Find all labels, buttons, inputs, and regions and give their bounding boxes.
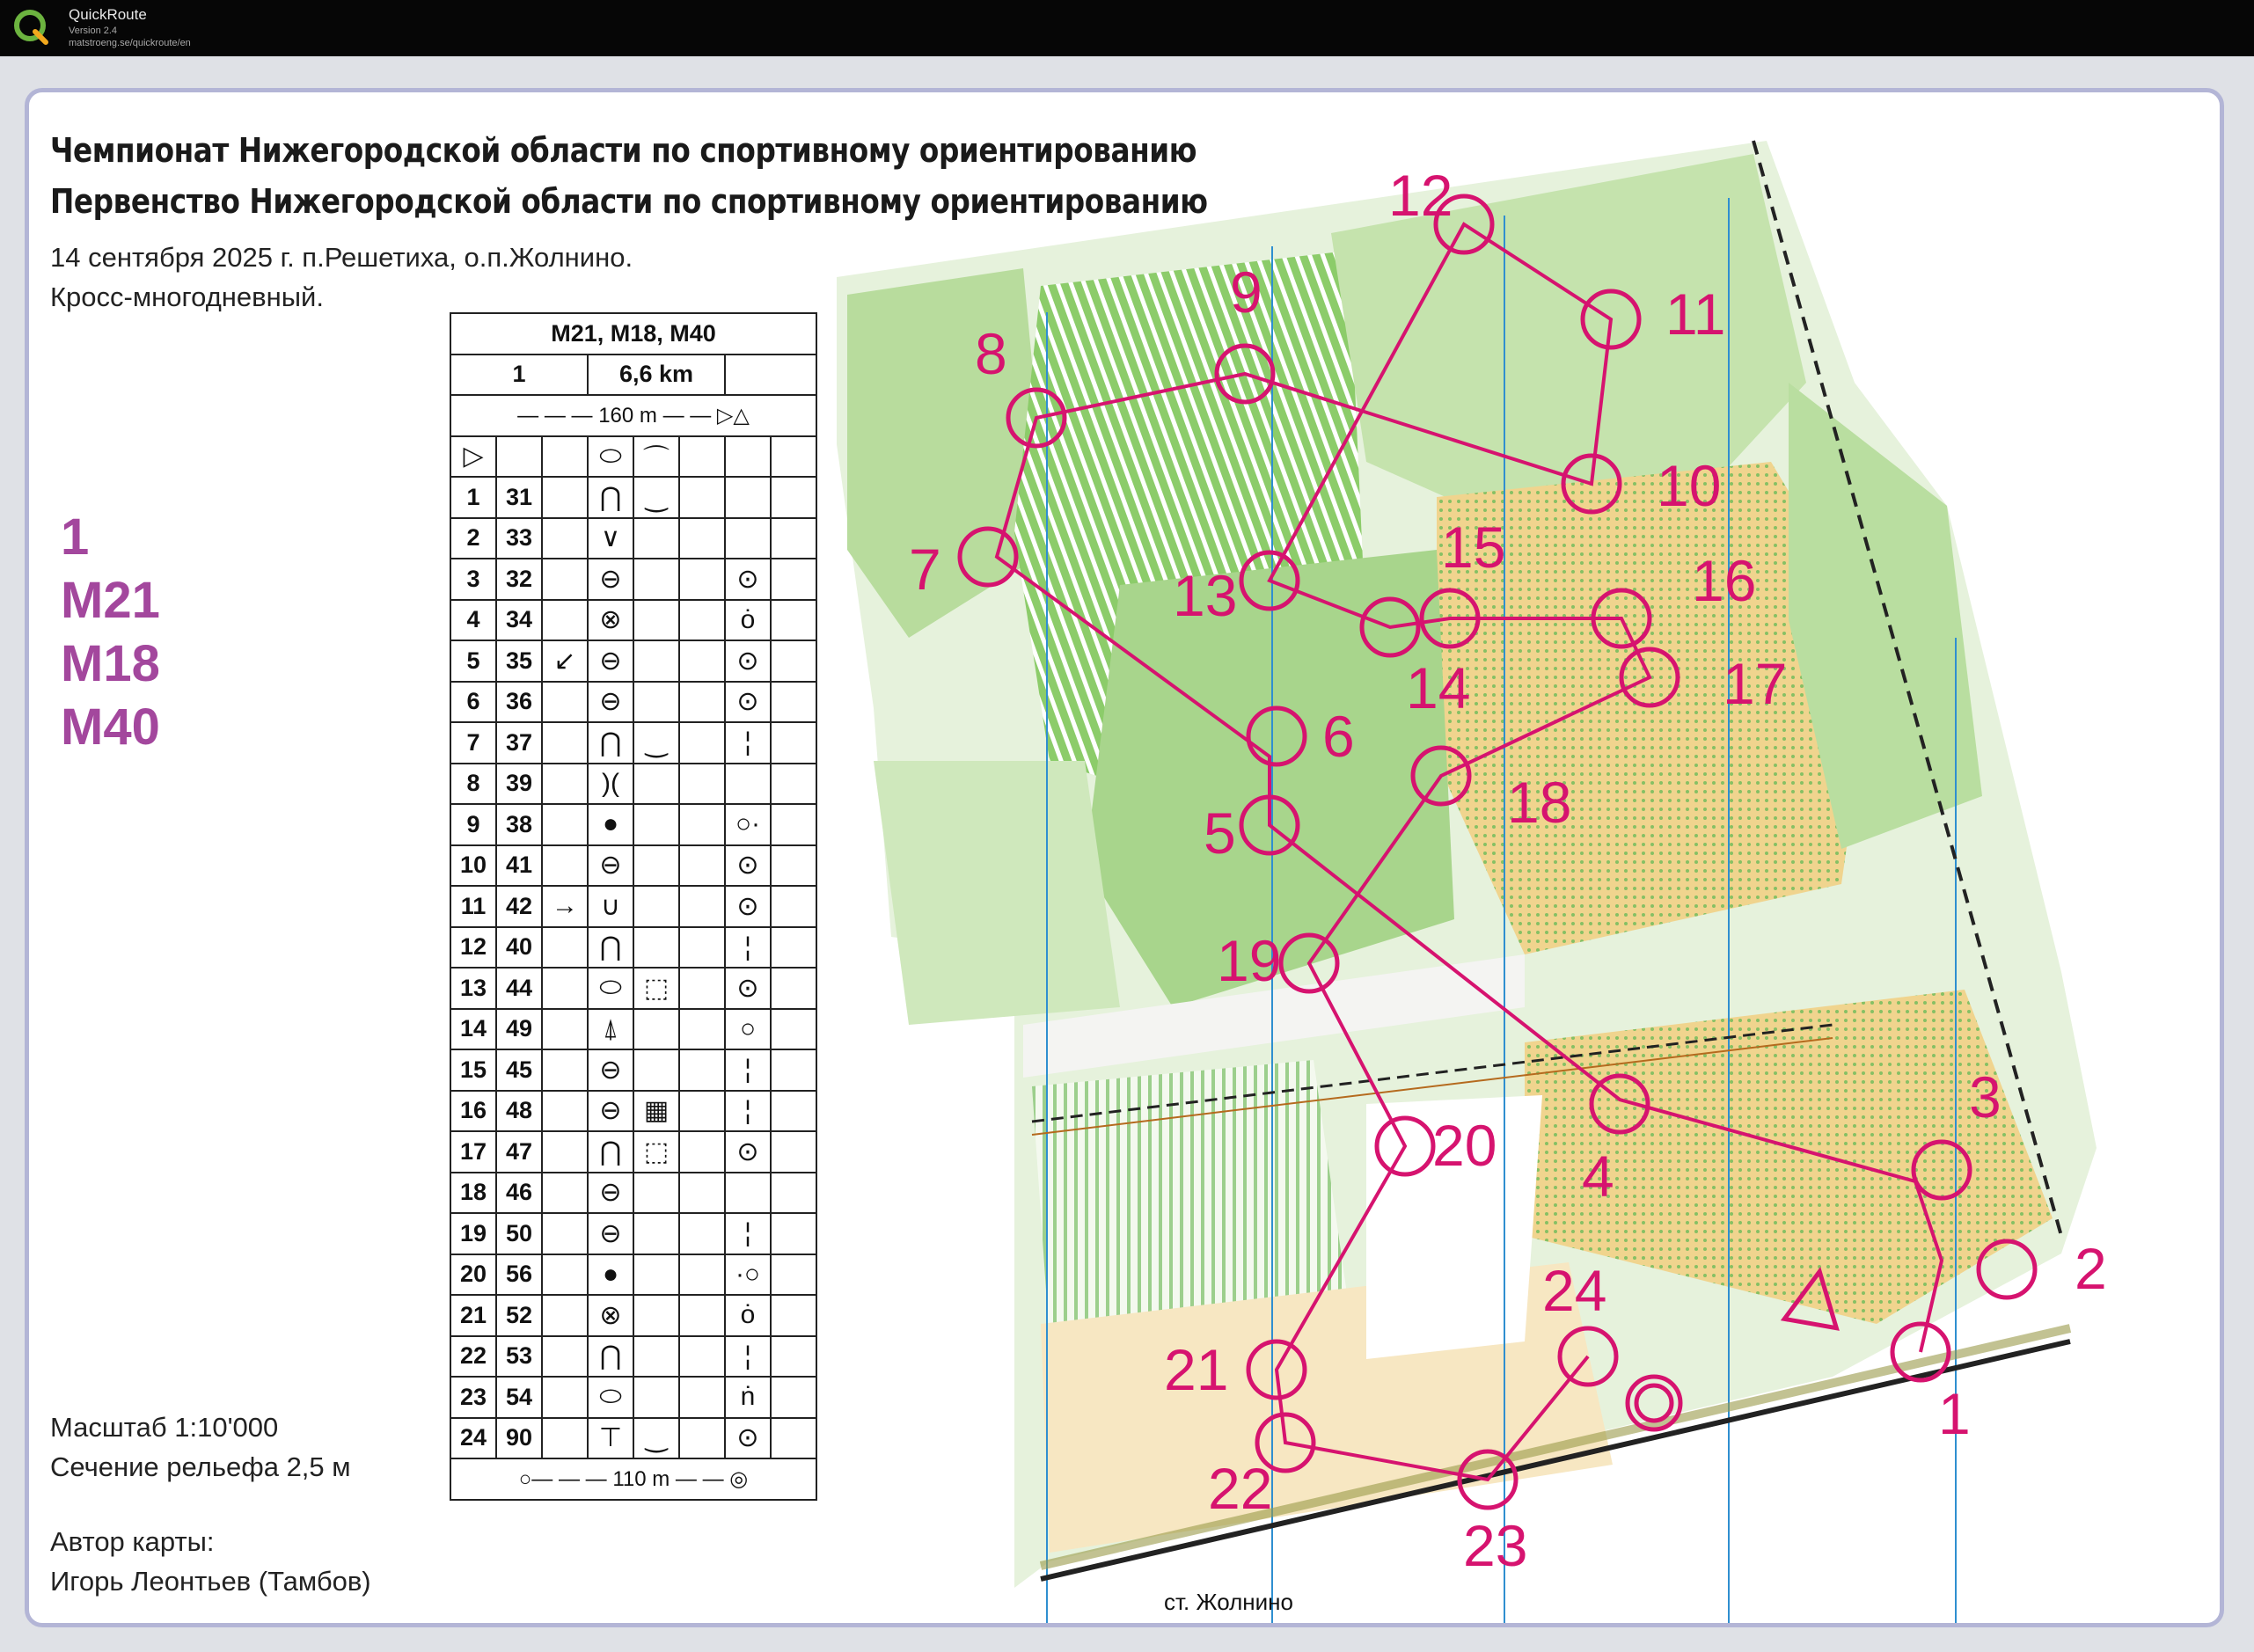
cd-detail-icon: ‿	[633, 477, 679, 518]
cd-position-icon: ⊙	[725, 640, 771, 682]
cd-row	[450, 886, 816, 927]
app-name: QuickRoute	[69, 6, 147, 23]
control-number-label: 12	[1388, 163, 1453, 228]
cd-control-number: 7	[450, 722, 496, 764]
cd-empty	[771, 1377, 816, 1418]
class-label-m18: M18	[61, 635, 160, 692]
cd-position-icon	[725, 477, 771, 518]
cd-empty	[679, 804, 725, 845]
cd-empty	[771, 804, 816, 845]
terrain	[837, 141, 2097, 1588]
cd-empty	[679, 1009, 725, 1050]
cd-row	[450, 682, 816, 723]
cd-position-icon	[725, 518, 771, 559]
cd-empty	[771, 1131, 816, 1173]
cd-control-code: 37	[496, 722, 542, 764]
cd-row	[450, 764, 816, 805]
cd-detail-icon	[633, 1295, 679, 1336]
event-date-place: 14 сентября 2025 г. п.Решетиха, о.п.Жолнино.	[50, 242, 633, 273]
cd-position-icon: ȯ	[725, 1295, 771, 1336]
cd-empty	[771, 722, 816, 764]
cd-row	[450, 600, 816, 641]
cd-control-number: 11	[450, 886, 496, 927]
cd-empty	[771, 764, 816, 805]
control-number-label: 14	[1406, 655, 1471, 720]
cd-detail-icon	[633, 682, 679, 723]
cd-empty	[771, 845, 816, 887]
control-number-label: 5	[1204, 800, 1236, 866]
start-detail-icon: ⌒	[633, 436, 679, 478]
cd-feature-icon: ⋂	[588, 722, 633, 764]
cd-empty	[679, 600, 725, 641]
control-number-label: 7	[909, 537, 941, 602]
cd-control-number: 8	[450, 764, 496, 805]
cd-control-code: 42	[496, 886, 542, 927]
finish-route-end-icon: — — ◎	[675, 1466, 749, 1491]
cd-row	[450, 1336, 816, 1378]
cd-control-number: 20	[450, 1254, 496, 1296]
cd-detail-icon: ⬚	[633, 968, 679, 1009]
cd-position-icon	[725, 1173, 771, 1214]
cd-control-code: 33	[496, 518, 542, 559]
map-sheet	[25, 88, 2224, 1627]
cd-row	[450, 1213, 816, 1254]
cd-feature-icon: ●	[588, 804, 633, 845]
cd-control-number: 22	[450, 1336, 496, 1378]
cd-direction-icon	[542, 1254, 588, 1296]
cd-control-number: 2	[450, 518, 496, 559]
event-title-line1: Чемпионат Нижегородской области по спортивному ориентированию	[50, 131, 1197, 170]
control-number-label: 13	[1173, 563, 1238, 628]
cd-control-number: 3	[450, 559, 496, 600]
cd-empty	[679, 1377, 725, 1418]
app-url[interactable]: matstroeng.se/quickroute/en	[69, 38, 191, 48]
cd-empty	[771, 1091, 816, 1132]
cd-empty	[679, 1173, 725, 1214]
cd-row	[450, 1009, 816, 1050]
cd-direction-icon	[542, 600, 588, 641]
cd-control-number: 1	[450, 477, 496, 518]
cd-row	[450, 1049, 816, 1091]
cd-row	[450, 927, 816, 969]
cd-direction-icon: ↙	[542, 640, 588, 682]
cd-feature-icon: ⊖	[588, 682, 633, 723]
cd-control-code: 36	[496, 682, 542, 723]
cd-direction-icon	[542, 1213, 588, 1254]
cd-row	[450, 1377, 816, 1418]
cd-control-number: 19	[450, 1213, 496, 1254]
control-number-label: 3	[1969, 1064, 2002, 1129]
cd-control-code: 35	[496, 640, 542, 682]
cd-position-icon: ⊙	[725, 1131, 771, 1173]
cd-detail-icon	[633, 886, 679, 927]
cd-direction-icon	[542, 1377, 588, 1418]
cd-control-number: 9	[450, 804, 496, 845]
cd-control-code: 40	[496, 927, 542, 969]
cd-row	[450, 477, 816, 518]
author-label: Автор карты:	[50, 1526, 215, 1557]
control-description-table	[450, 312, 817, 1501]
cd-detail-icon	[633, 600, 679, 641]
cd-empty	[679, 1254, 725, 1296]
control-number-label: 18	[1507, 770, 1572, 835]
cd-control-number: 12	[450, 927, 496, 969]
cd-direction-icon: →	[542, 886, 588, 927]
cd-direction-icon	[542, 1131, 588, 1173]
cd-empty	[771, 1173, 816, 1214]
cd-feature-icon: ⋂	[588, 1131, 633, 1173]
control-number-label: 22	[1208, 1456, 1273, 1521]
cd-control-code: 31	[496, 477, 542, 518]
cd-control-code: 46	[496, 1173, 542, 1214]
cd-detail-icon	[633, 845, 679, 887]
cd-control-code: 90	[496, 1418, 542, 1459]
cd-control-code: 39	[496, 764, 542, 805]
cd-control-code: 54	[496, 1377, 542, 1418]
cd-control-number: 6	[450, 682, 496, 723]
control-number-label: 20	[1432, 1113, 1497, 1178]
cd-row	[450, 1091, 816, 1132]
cd-empty	[771, 1009, 816, 1050]
cd-position-icon: ⊙	[725, 886, 771, 927]
control-number-label: 17	[1723, 651, 1788, 716]
cd-control-code: 56	[496, 1254, 542, 1296]
cd-detail-icon	[633, 1254, 679, 1296]
cd-empty	[771, 477, 816, 518]
marked-route-arrow-icon: — — ▷△	[662, 403, 750, 428]
cd-detail-icon	[633, 804, 679, 845]
cd-empty	[679, 477, 725, 518]
cd-detail-icon	[633, 1049, 679, 1091]
cd-control-code: 41	[496, 845, 542, 887]
cd-detail-icon: ‿	[633, 722, 679, 764]
cd-detail-icon: ⬚	[633, 1131, 679, 1173]
course-number: 1	[61, 508, 90, 566]
start-triangle-icon: ▷	[450, 436, 496, 478]
cd-control-code: 47	[496, 1131, 542, 1173]
cd-empty	[679, 640, 725, 682]
cd-row	[450, 640, 816, 682]
cd-control-number: 23	[450, 1377, 496, 1418]
cd-direction-icon	[542, 1091, 588, 1132]
cd-feature-icon: ⊗	[588, 600, 633, 641]
cd-feature-icon: ⊖	[588, 845, 633, 887]
cd-direction-icon	[542, 1009, 588, 1050]
cd-row	[450, 804, 816, 845]
cd-position-icon: ¦	[725, 927, 771, 969]
cd-empty	[679, 1213, 725, 1254]
cd-empty	[679, 722, 725, 764]
cd-detail-icon	[633, 559, 679, 600]
cd-direction-icon	[542, 477, 588, 518]
cd-feature-icon: )(	[588, 764, 633, 805]
cd-detail-icon	[633, 927, 679, 969]
cd-empty	[771, 886, 816, 927]
app-version: Version 2.4	[69, 26, 118, 36]
cd-empty	[679, 559, 725, 600]
cd-control-code: 38	[496, 804, 542, 845]
event-discipline: Кросс-многодневный.	[50, 281, 324, 312]
cd-direction-icon	[542, 518, 588, 559]
cd-row	[450, 518, 816, 559]
cd-empty	[771, 1254, 816, 1296]
cd-feature-icon: ∨	[588, 518, 633, 559]
cd-empty	[679, 1131, 725, 1173]
cd-position-icon: ¦	[725, 1213, 771, 1254]
cd-feature-icon: ●	[588, 1254, 633, 1296]
control-number-label: 19	[1217, 928, 1282, 993]
cd-position-icon: ¦	[725, 1091, 771, 1132]
cd-row	[450, 1295, 816, 1336]
class-label-m40: M40	[61, 698, 160, 756]
control-number-label: 24	[1542, 1258, 1607, 1323]
cd-finish-distance: 110 m	[612, 1466, 670, 1491]
cd-control-rows	[450, 477, 816, 1458]
event-title-line2: Первенство Нижегородской области по спортивному ориентированию	[50, 182, 1208, 221]
cd-control-code: 50	[496, 1213, 542, 1254]
cd-control-number: 13	[450, 968, 496, 1009]
cd-start-route	[450, 395, 816, 436]
cd-empty	[679, 927, 725, 969]
control-number-label: 8	[975, 321, 1007, 386]
cd-empty	[679, 1418, 725, 1459]
cd-empty	[771, 1295, 816, 1336]
cd-row	[450, 559, 816, 600]
cd-empty	[771, 1213, 816, 1254]
cd-empty	[771, 1049, 816, 1091]
cd-control-number: 16	[450, 1091, 496, 1132]
control-number-label: 1	[1938, 1381, 1971, 1446]
cd-position-icon: ¦	[725, 1049, 771, 1091]
cd-position-icon	[725, 764, 771, 805]
cd-row	[450, 722, 816, 764]
cd-detail-icon	[633, 1009, 679, 1050]
cd-control-number: 14	[450, 1009, 496, 1050]
cd-course-number: 1	[450, 355, 588, 396]
cd-direction-icon	[542, 1336, 588, 1378]
cd-control-number: 17	[450, 1131, 496, 1173]
cd-control-number: 18	[450, 1173, 496, 1214]
class-label-m21: M21	[61, 572, 160, 629]
control-number-label: 4	[1582, 1144, 1614, 1209]
station-label: ст. Жолнино	[1164, 1589, 1293, 1615]
control-number-label: 2	[2075, 1236, 2107, 1301]
cd-direction-icon	[542, 559, 588, 600]
cd-feature-icon: ⊖	[588, 1091, 633, 1132]
cd-detail-icon	[633, 1213, 679, 1254]
cd-control-number: 21	[450, 1295, 496, 1336]
cd-direction-icon	[542, 927, 588, 969]
cd-finish-route	[450, 1458, 816, 1500]
cd-feature-icon: ⊖	[588, 1213, 633, 1254]
cd-detail-icon	[633, 1173, 679, 1214]
cd-empty	[679, 1336, 725, 1378]
cd-position-icon: ○	[725, 1009, 771, 1050]
cd-control-number: 15	[450, 1049, 496, 1091]
cd-position-icon: ¦	[725, 722, 771, 764]
cd-empty	[679, 845, 725, 887]
cd-control-number: 4	[450, 600, 496, 641]
cd-detail-icon	[633, 1336, 679, 1378]
cd-control-code: 45	[496, 1049, 542, 1091]
cd-row	[450, 1131, 816, 1173]
contour-interval: Сечение рельефа 2,5 м	[50, 1451, 351, 1482]
cd-empty	[679, 886, 725, 927]
cd-feature-icon: ⊖	[588, 1049, 633, 1091]
cd-start-row	[450, 436, 816, 478]
cd-position-icon: ⊙	[725, 1418, 771, 1459]
cd-control-code: 52	[496, 1295, 542, 1336]
cd-direction-icon	[542, 1418, 588, 1459]
cd-feature-icon: ⊤	[588, 1418, 633, 1459]
cd-detail-icon	[633, 1377, 679, 1418]
cd-direction-icon	[542, 968, 588, 1009]
cd-control-number: 5	[450, 640, 496, 682]
cd-detail-icon: ‿	[633, 1418, 679, 1459]
cd-classes: M21, M18, M40	[450, 313, 816, 355]
cd-empty	[771, 518, 816, 559]
cd-direction-icon	[542, 682, 588, 723]
control-number-label: 9	[1230, 259, 1262, 325]
cd-position-icon: ⊙	[725, 968, 771, 1009]
cd-position-icon: ⊙	[725, 845, 771, 887]
cd-empty	[679, 1091, 725, 1132]
control-number-label: 23	[1463, 1513, 1528, 1578]
cd-empty	[679, 518, 725, 559]
cd-course-length: 6,6 km	[588, 355, 725, 396]
map-scale: Масштаб 1:10'000	[50, 1412, 279, 1443]
cd-detail-icon: ▦	[633, 1091, 679, 1132]
cd-row	[450, 968, 816, 1009]
cd-row	[450, 1254, 816, 1296]
cd-feature-icon: ⊖	[588, 1173, 633, 1214]
cd-direction-icon	[542, 1173, 588, 1214]
cd-row	[450, 845, 816, 887]
cd-direction-icon	[542, 804, 588, 845]
cd-direction-icon	[542, 845, 588, 887]
cd-empty	[771, 640, 816, 682]
control-number-label: 15	[1441, 515, 1506, 580]
finish-route-start-icon: ○— — —	[518, 1466, 607, 1491]
cd-feature-icon: ⊖	[588, 640, 633, 682]
cd-feature-icon: ⬭	[588, 968, 633, 1009]
control-number-label: 6	[1322, 704, 1355, 769]
cd-empty	[679, 968, 725, 1009]
start-feature-icon: ⬭	[588, 436, 633, 478]
cd-empty	[771, 1336, 816, 1378]
cd-position-icon: ȯ	[725, 600, 771, 641]
cd-position-icon: ⊙	[725, 682, 771, 723]
control-number-label: 16	[1692, 548, 1757, 613]
marked-route-start-icon: — — —	[517, 403, 593, 428]
cd-feature-icon: ⊖	[588, 559, 633, 600]
cd-empty	[771, 968, 816, 1009]
orienteering-map[interactable]	[29, 92, 2220, 1623]
cd-empty	[771, 600, 816, 641]
cd-control-code: 48	[496, 1091, 542, 1132]
cd-feature-icon: ⍋	[588, 1009, 633, 1050]
cd-climb-empty	[725, 355, 816, 396]
control-number-label: 21	[1164, 1337, 1229, 1402]
cd-empty	[679, 764, 725, 805]
cd-detail-icon	[633, 518, 679, 559]
cd-feature-icon: ∪	[588, 886, 633, 927]
cd-control-code: 49	[496, 1009, 542, 1050]
control-number-label: 11	[1665, 281, 1726, 347]
cd-row	[450, 1418, 816, 1459]
cd-control-number: 24	[450, 1418, 496, 1459]
cd-empty	[771, 682, 816, 723]
author-name: Игорь Леонтьев (Тамбов)	[50, 1566, 371, 1597]
cd-position-icon: ○·	[725, 804, 771, 845]
cd-control-number: 10	[450, 845, 496, 887]
cd-direction-icon	[542, 1049, 588, 1091]
cd-control-code: 34	[496, 600, 542, 641]
cd-empty	[771, 927, 816, 969]
cd-feature-icon: ⋂	[588, 477, 633, 518]
cd-position-icon: ṅ	[725, 1377, 771, 1418]
cd-empty	[771, 559, 816, 600]
cd-position-icon: ·○	[725, 1254, 771, 1296]
cd-position-icon: ⊙	[725, 559, 771, 600]
cd-empty	[679, 682, 725, 723]
quickroute-logo-icon	[12, 7, 51, 46]
cd-row	[450, 1173, 816, 1214]
cd-feature-icon: ⋂	[588, 1336, 633, 1378]
control-number-label: 10	[1657, 453, 1722, 518]
cd-empty	[771, 1418, 816, 1459]
cd-direction-icon	[542, 1295, 588, 1336]
cd-feature-icon: ⋂	[588, 927, 633, 969]
cd-control-code: 44	[496, 968, 542, 1009]
cd-empty	[679, 1049, 725, 1091]
cd-feature-icon: ⬭	[588, 1377, 633, 1418]
cd-detail-icon	[633, 764, 679, 805]
app-titlebar	[0, 0, 2254, 56]
cd-position-icon: ¦	[725, 1336, 771, 1378]
cd-direction-icon	[542, 764, 588, 805]
cd-detail-icon	[633, 640, 679, 682]
cd-empty	[679, 1295, 725, 1336]
cd-start-distance: 160 m	[598, 403, 657, 428]
cd-control-code: 53	[496, 1336, 542, 1378]
cd-control-code: 32	[496, 559, 542, 600]
cd-feature-icon: ⊗	[588, 1295, 633, 1336]
cd-direction-icon	[542, 722, 588, 764]
